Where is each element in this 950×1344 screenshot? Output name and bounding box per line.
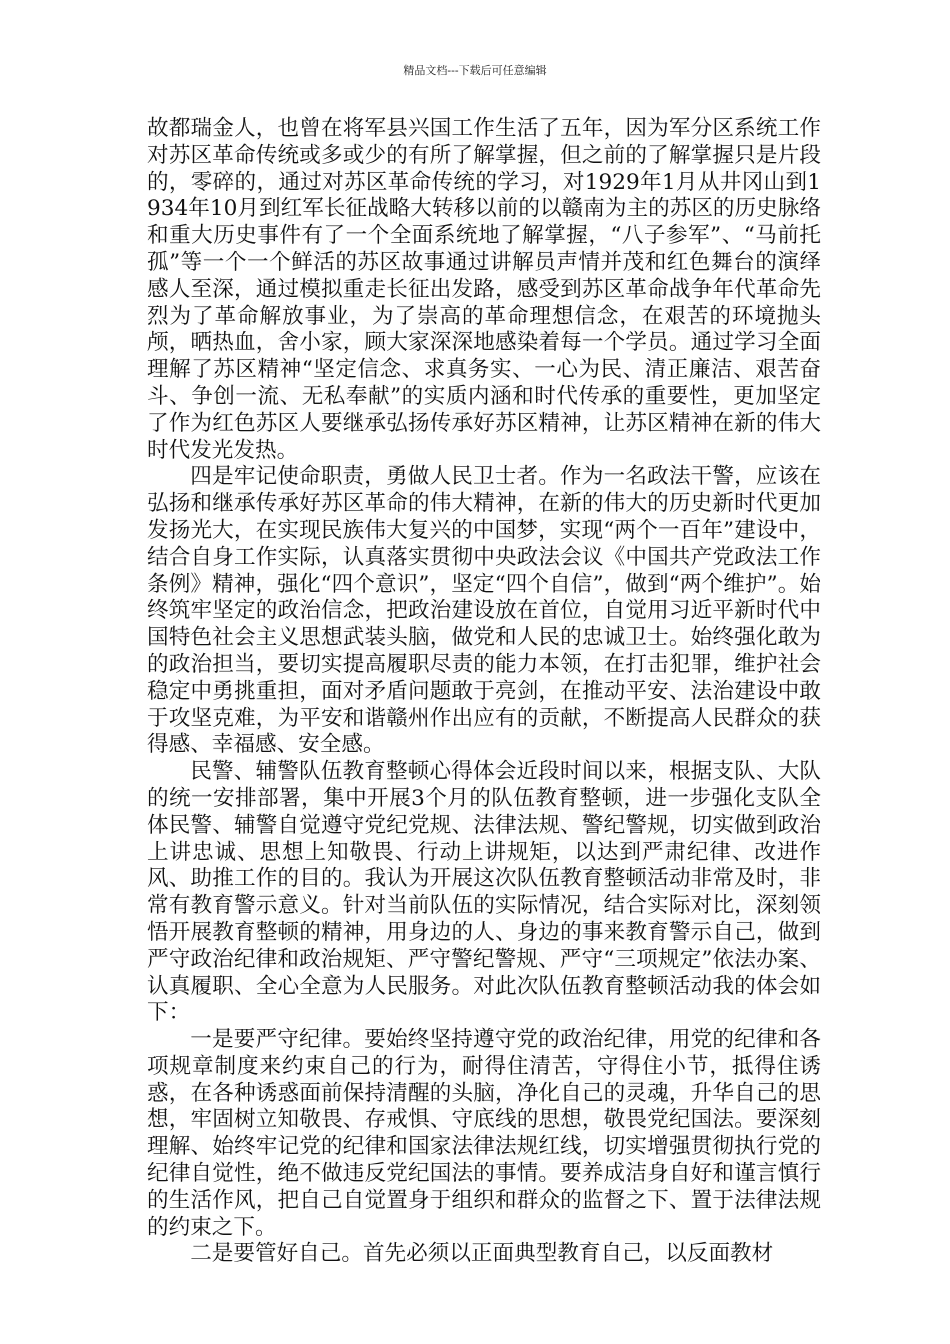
paragraph-3: 民警、辅警队伍教育整顿心得体会近段时间以来，根据支队、大队的统一安排部署，集中开展3个月的队伍教育整顿，进一步强化支队全体民警、辅警自觉遵守党纪党规、法律法规、警纪警规，切实做到政治上讲忠诚、思想上知敬畏、行动上讲规矩，以达到严肃纪律、改进作风、助推工作的目的。我认为开展这次队伍教育整顿活动非常及时，非常有教育警示意义。针对当前队伍的实际情况，结合实际对比，深刻领悟开展教育整顿的精神，用身边的人、身边的事来教育警示自己，做到严守政治纪律和政治规矩、严守警纪警规、严守“三项规定”依法办案、认真履职、全心全意为人民服务。对此次队伍教育整顿活动我的体会如下：	[147, 759, 821, 1026]
paragraph-1: 故都瑞金人，也曾在将军县兴国工作生活了五年，因为军分区系统工作对苏区革命传统或多或少的有所了解掌握，但之前的了解掌握只是片段的，零碎的，通过对苏区革命传统的学习，对1929年1月从井冈山到1934年10月到红军长征战略大转移以前的以赣南为主的苏区的历史脉络和重大历史事件有了一个全面系统地了解掌握，“八子参军”、“马前托孤”等一个一个鲜活的苏区故事通过讲解员声情并茂和红色舞台的演绎感人至深，通过模拟重走长征出发路，感受到苏区革命战争年代革命先烈为了革命解放事业，为了崇高的革命理想信念，在艰苦的环境抛头颅，晒热血，舍小家，顾大家深深地感染着每一个学员。通过学习全面理解了苏区精神“坚定信念、求真务实、一心为民、清正廉洁、艰苦奋斗、争创一流、无私奉献”的实质内涵和时代传承的重要性，更加坚定了作为红色苏区人要继承弘扬传承好苏区精神，让苏区精神在新的伟大时代发光发热。	[147, 116, 821, 463]
document-body	[147, 116, 821, 1268]
paragraph-5: 二是要管好自己。首先必须以正面典型教育自己，以反面教材	[190, 1241, 774, 1267]
page-header: 精品文档---下载后可任意编辑	[403, 64, 547, 77]
paragraph-2: 四是牢记使命职责，勇做人民卫士者。作为一名政法干警，应该在弘扬和继承传承好苏区革命的伟大精神，在新的伟大的历史新时代更加发扬光大，在实现民族伟大复兴的中国梦，实现“两个一百年”建设中，结合自身工作实际，认真落实贯彻中央政法会议《中国共产党政法工作条例》精神，强化“四个意识”，坚定“四个自信”，做到“两个维护”。始终筑牢坚定的政治信念，把政治建设放在首位，自觉用习近平新时代中国特色社会主义思想武装头脑，做党和人民的忠诚卫士。始终强化敢为的政治担当，要切实提高履职尽责的能力本领，在打击犯罪，维护社会稳定中勇挑重担，面对矛盾问题敢于亮剑，在推动平安、法治建设中敢于攻坚克难，为平安和谐赣州作出应有的贡献，不断提高人民群众的获得感、幸福感、安全感。	[147, 464, 821, 758]
paragraph-4: 一是要严守纪律。要始终坚持遵守党的政治纪律，用党的纪律和各项规章制度来约束自己的行为，耐得住清苦，守得住小节，抵得住诱惑，在各种诱惑面前保持清醒的头脑，净化自己的灵魂，升华自己的思想，牢固树立知敬畏、存戒惧、守底线的思想，敬畏党纪国法。要深刻理解、始终牢记党的纪律和国家法律法规红线，切实增强贯彻执行党的纪律自觉性，绝不做违反党纪国法的事情。要养成洁身自好和谨言慎行的生活作风，把自己自觉置身于组织和群众的监督之下、置于法律法规的约束之下。	[147, 1027, 821, 1240]
